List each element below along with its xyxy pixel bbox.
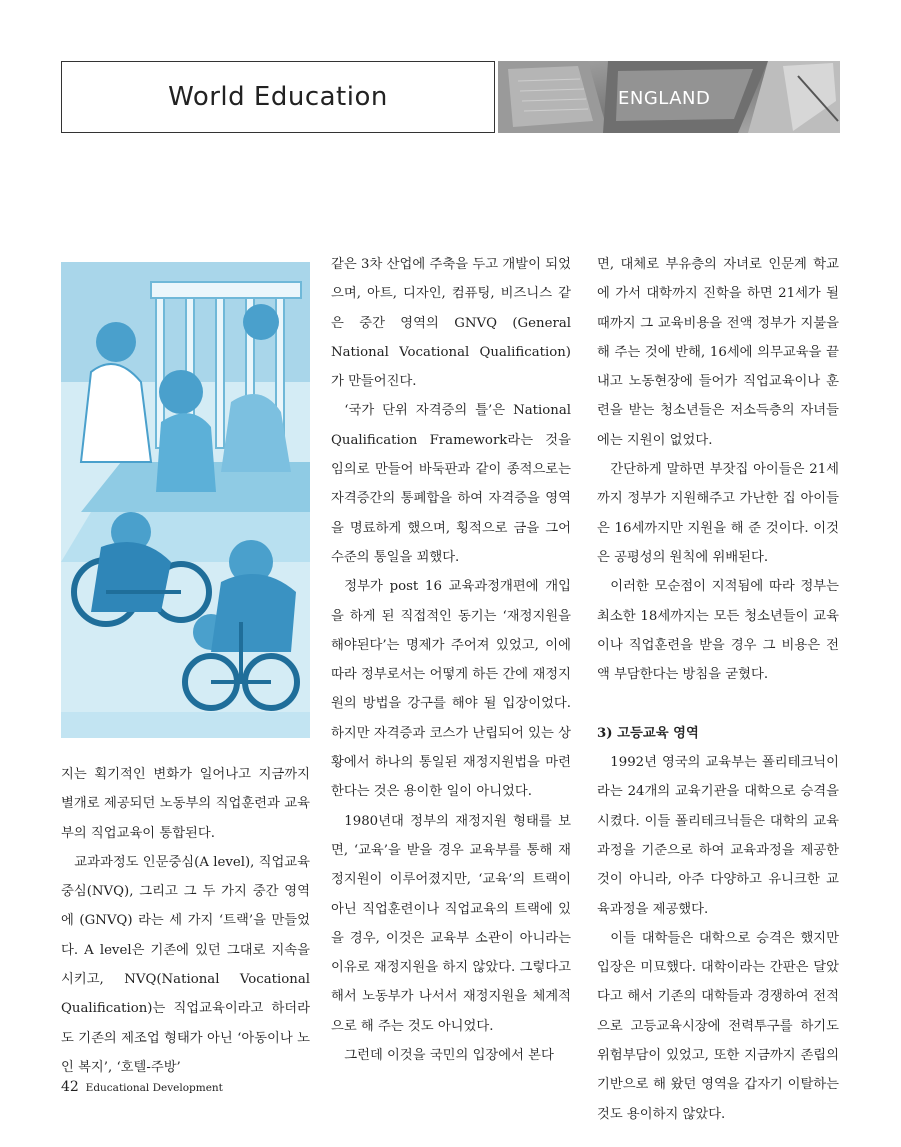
- paragraph: 정부가 post 16 교육과정개편에 개입을 하게 된 직접적인 동기는 ‘재정지원을 해야된다’는 명제가 주어져 있었고, 이에 따라 정부로서는 어떻게 하든 간에 재정지원의 방법을 강구를 해야 될 입장이었다. 하지만 자격증과 코스가 난립되어 있는 상황에서 하나의 통일된 재정지원법을 마련한다는 것은 용이한 일이 아니었다.: [331, 579, 571, 800]
- section-title: World Education: [168, 82, 388, 112]
- section-title-box: [61, 61, 495, 133]
- paragraph-spacer: [597, 689, 839, 718]
- paragraph: 이들 대학들은 대학으로 승격은 했지만 입장은 미묘했다. 대학이라는 간판은 달았다고 해서 기존의 대학들과 경쟁하여 전적으로 고등교육시장에 전력투구를 하기도 위험부담이 있었고, 또한 지금까지 존립의 기반으로 해 왔던 영역을 갑자기 이탈하는 것도 용이하지 않았다.: [597, 930, 839, 1122]
- country-label: ENGLAND: [618, 88, 711, 109]
- text-column-2: [331, 250, 571, 1070]
- subsection-heading: 3) 고등교육 영역: [597, 725, 699, 741]
- paragraph: 같은 3차 산업에 주축을 두고 개발이 되었으며, 아트, 디자인, 컴퓨팅, 비즈니스 같은 중간 영역의 GNVQ (General National Vocational Qualification)가 만들어진다.: [331, 257, 571, 390]
- paragraph: 지는 획기적인 변화가 일어나고 지금까지 별개로 제공되던 노동부의 직업훈련과 교육부의 직업교육이 통합된다.: [61, 767, 310, 841]
- country-banner: [498, 61, 840, 133]
- paragraph: 교과과정도 인문중심(A level), 직업교육중심(NVQ), 그리고 그 두 가지 중간 영역에 (GNVQ) 라는 세 가지 ‘트랙’을 만들었다. A level은 기존에 있던 그대로 지속을 시키고, NVQ(National Vocational Qualification)는 직업교육이라고 하더라도 기존의 제조업 형태가 아닌 ‘아동이나 노인 복지’, ‘호텔-주방’: [61, 854, 310, 1075]
- paragraph: 1992년 영국의 교육부는 폴리테크닉이라는 24개의 교육기관을 대학으로 승격을 시켰다. 이들 폴리테크닉들은 대학의 교육과정을 기준으로 하여 교육과정을 제공한 것이 아니라, 아주 다양하고 유니크한 교육과정을 제공했다.: [597, 755, 839, 917]
- paragraph: ‘국가 단위 자격증의 틀’은 National Qualification Framework라는 것을 임의로 만들어 바둑판과 같이 종적으로는 자격증간의 통폐합을 하여 자격증을 영역을 명료하게 했으며, 횡적으로 금을 그어 수준의 통일을 꾀했다.: [331, 403, 571, 565]
- publication-name: Educational Development: [85, 1082, 223, 1094]
- paragraph: 이러한 모순점이 지적됨에 따라 정부는 최소한 18세까지는 모든 청소년들이 교육이나 직업훈련을 받을 경우 그 비용은 전액 부담한다는 방침을 굳혔다.: [597, 579, 839, 683]
- page-number: 42: [61, 1079, 79, 1095]
- paragraph: 1980년대 정부의 재정지원 형태를 보면, ‘교육’을 받을 경우 교육부를 통해 재정지원이 이루어졌지만, ‘교육’의 트랙이 아닌 직업훈련이나 직업교육의 트랙에 있을 경우, 이것은 교육부 소관이 아니라는 이유로 재정지원을 하지 않았다. 그렇다고 해서 노동부가 나서서 재정지원을 체계적으로 해 주는 것도 아니었다.: [331, 813, 571, 1034]
- paragraph: 간단하게 말하면 부잣집 아이들은 21세까지 정부가 지원해주고 가난한 집 아이들은 16세까지만 지원을 해 준 것이다. 이것은 공평성의 원칙에 위배된다.: [597, 462, 839, 565]
- paragraph: 그런데 이것을 국민의 입장에서 본다: [344, 1048, 554, 1064]
- page-footer: [61, 1079, 223, 1095]
- paragraph: 면, 대체로 부유층의 자녀로 인문계 학교에 가서 대학까지 진학을 하면 21세가 될 때까지 그 교육비용을 전액 정부가 지불을 해 주는 것에 반해, 16세에 의무교육을 끝내고 노동현장에 들어가 직업교육이나 훈련을 받는 청소년들은 저소득층의 자녀들에는 지원이 없었다.: [597, 257, 839, 448]
- illustration-children-on-tricycles: [61, 262, 310, 738]
- text-column-1: [61, 760, 310, 1082]
- text-column-3: [597, 250, 839, 1129]
